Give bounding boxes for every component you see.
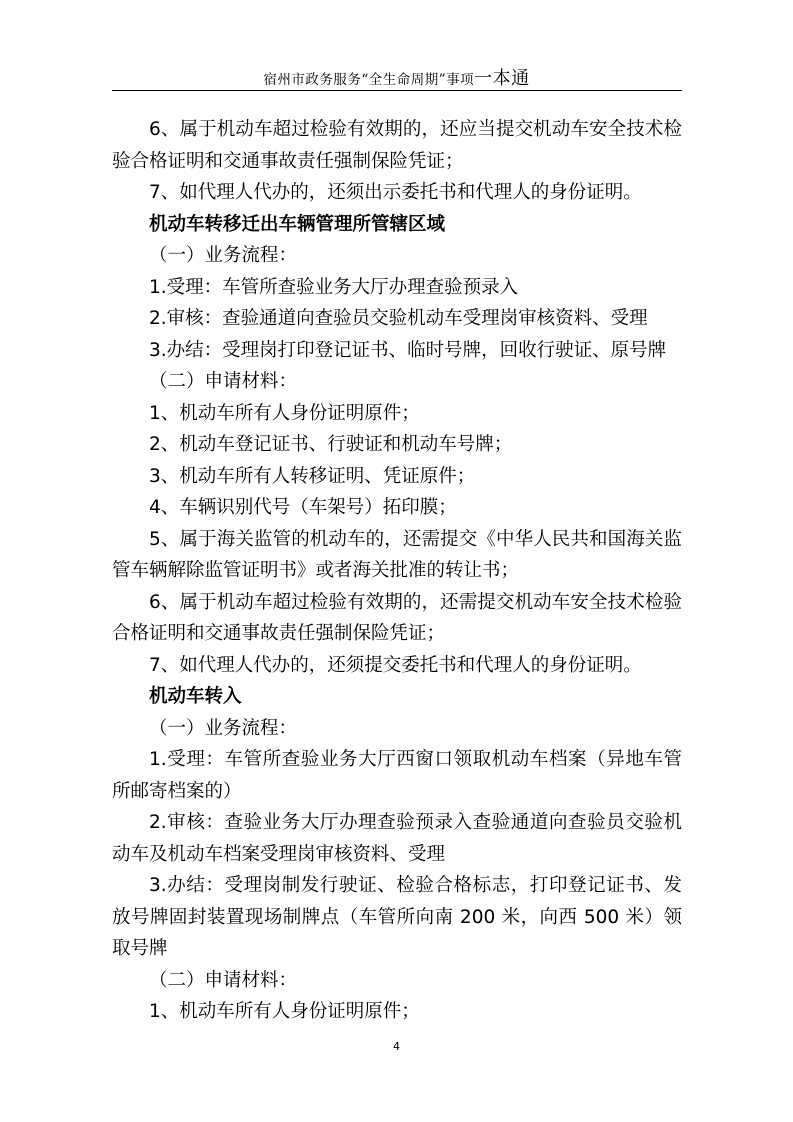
paragraph: 6、属于机动车超过检验有效期的，还应当提交机动车安全技术检验合格证明和交通事故责任强制保险凭证； [112, 119, 682, 172]
paragraph: 2.审核：查验通道向查验员交验机动车受理岗审核资料、受理 [149, 308, 648, 329]
paragraph: 5、属于海关监管的机动车的，还需提交《中华人民共和国海关监管车辆解除监管证明书》或者海关批准的转让书； [112, 528, 682, 581]
page-number: 4 [393, 1040, 400, 1053]
paragraph: 6、属于机动车超过检验有效期的，还需提交机动车安全技术检验合格证明和交通事故责任强制保险凭证； [112, 591, 682, 644]
paragraph: 7、如代理人代办的，还须出示委托书和代理人的身份证明。 [149, 182, 642, 203]
paragraph: 3、机动车所有人转移证明、凭证原件； [149, 465, 476, 487]
paragraph: 3.办结：受理岗制发行驶证、检验合格标志，打印登记证书、发放号牌固封装置现场制牌点（车管所向南 200 米，向西 500 米）领取号牌 [112, 875, 682, 959]
paragraph: 1、机动车所有人身份证明原件； [149, 1001, 420, 1022]
paragraph: 1.受理：车管所查验业务大厅西窗口领取机动车档案（异地车管所邮寄档案的） [112, 749, 682, 802]
paragraph: 7、如代理人代办的，还须提交委托书和代理人的身份证明。 [149, 654, 642, 676]
section-heading: 机动车转入 [149, 686, 242, 707]
paragraph: （一）业务流程： [149, 245, 298, 266]
header-title-suffix: 一本通 [474, 68, 530, 89]
paragraph: 2、机动车登记证书、行驶证和机动车号牌； [149, 434, 513, 455]
paragraph: （二）申请材料： [149, 371, 298, 392]
paragraph: 2.审核：查验业务大厅办理查验预录入查验通道向查验员交验机动车及机动车档案受理岗审核资料、受理 [112, 812, 682, 865]
document-body [112, 114, 682, 1028]
paragraph: 1.受理：车管所查验业务大厅办理查验预录入 [149, 276, 519, 298]
section-heading: 机动车转移迁出车辆管理所管辖区域 [149, 213, 446, 235]
paragraph: 1、机动车所有人身份证明原件； [149, 402, 420, 424]
paragraph: （一）业务流程： [149, 717, 298, 739]
paragraph: 4、车辆识别代号（车架号）拓印膜； [149, 497, 457, 518]
header-rule [112, 90, 682, 91]
page-header [0, 64, 793, 90]
header-title: 宿州市政务服务“全生命周期”事项 [263, 72, 475, 88]
paragraph: 3.办结：受理岗打印登记证书、临时号牌，回收行驶证、原号牌 [149, 339, 667, 361]
paragraph: （二）申请材料： [149, 969, 298, 991]
